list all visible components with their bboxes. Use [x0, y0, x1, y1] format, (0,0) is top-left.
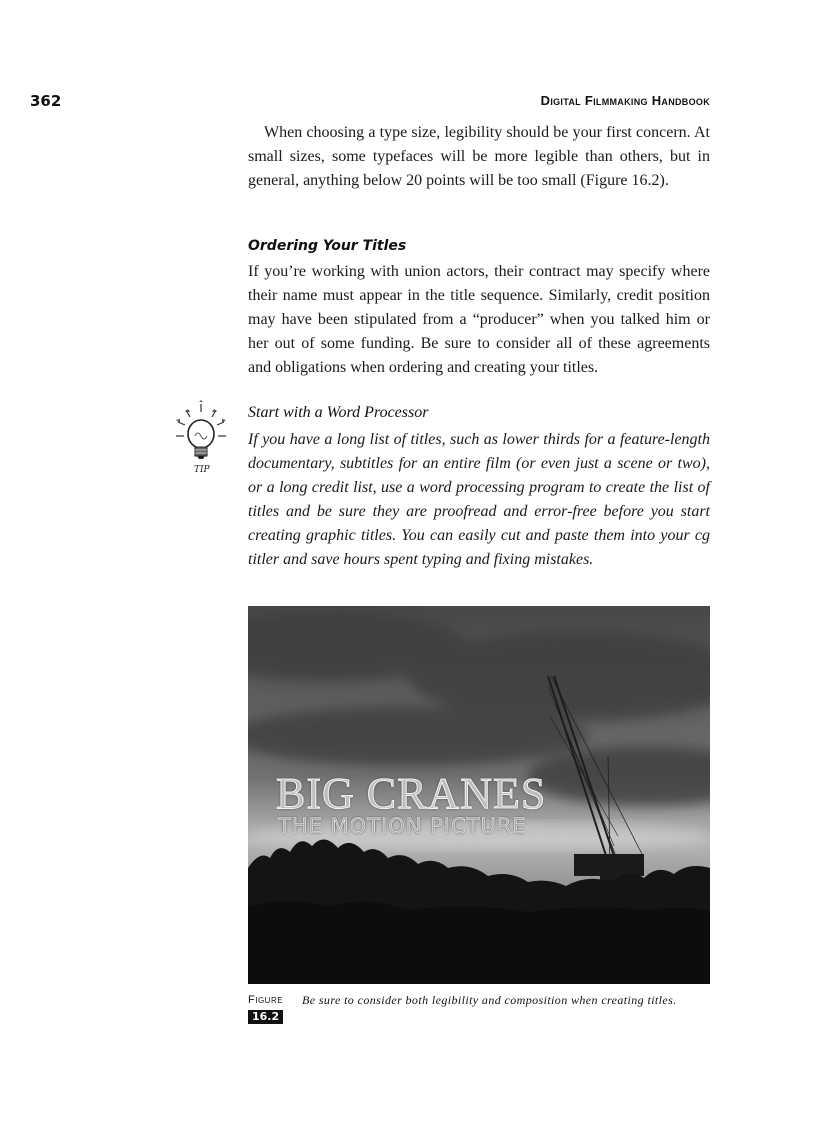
figure-number-badge: 16.2 — [248, 1010, 283, 1024]
film-subtitle: THE MOTION PICTURE — [278, 814, 527, 838]
book-title: Digital Filmmaking Handbook — [540, 93, 710, 108]
tip-lightbulb-icon — [172, 400, 230, 480]
figure-image — [248, 606, 710, 984]
tip-icon-label: TIP — [194, 465, 210, 475]
section-heading: Ordering Your Titles — [248, 238, 407, 254]
film-title: BIG CRANES — [276, 769, 547, 818]
page-number: 362 — [30, 92, 62, 110]
tip-body: If you have a long list of titles, such as lower thirds for a feature-length documentary, subtitles for an entire film (or even just a scene or two), or a long credit list, use a word processing program to create the list of titles and be sure they are proofread and error-free before you start creating graphic titles. You can easily cut and paste them into your cg titler and save hours spent typing and fixing mistakes. — [248, 431, 710, 568]
paragraph-ordering-titles: If you’re working with union actors, their contract may specify where their name must appear in the title sequence. Similarly, credit position may have been stipulated from a “producer” when you talked him or her out of some funding. Be sure to consider all of these agreements and obligations when ordering and creating your titles. — [248, 263, 710, 376]
caption-text: Be sure to consider both legibility and composition when creating titles. — [302, 993, 677, 1007]
tip-title: Start with a Word Processor — [248, 404, 429, 421]
paragraph-type-size: When choosing a type size, legibility should be your first concern. At small sizes, some typefaces will be more legible than others, but in general, anything below 20 points will be too small (Figure 16.2). — [248, 124, 710, 189]
running-head — [30, 92, 710, 112]
figure-label: Figure — [248, 994, 284, 1006]
